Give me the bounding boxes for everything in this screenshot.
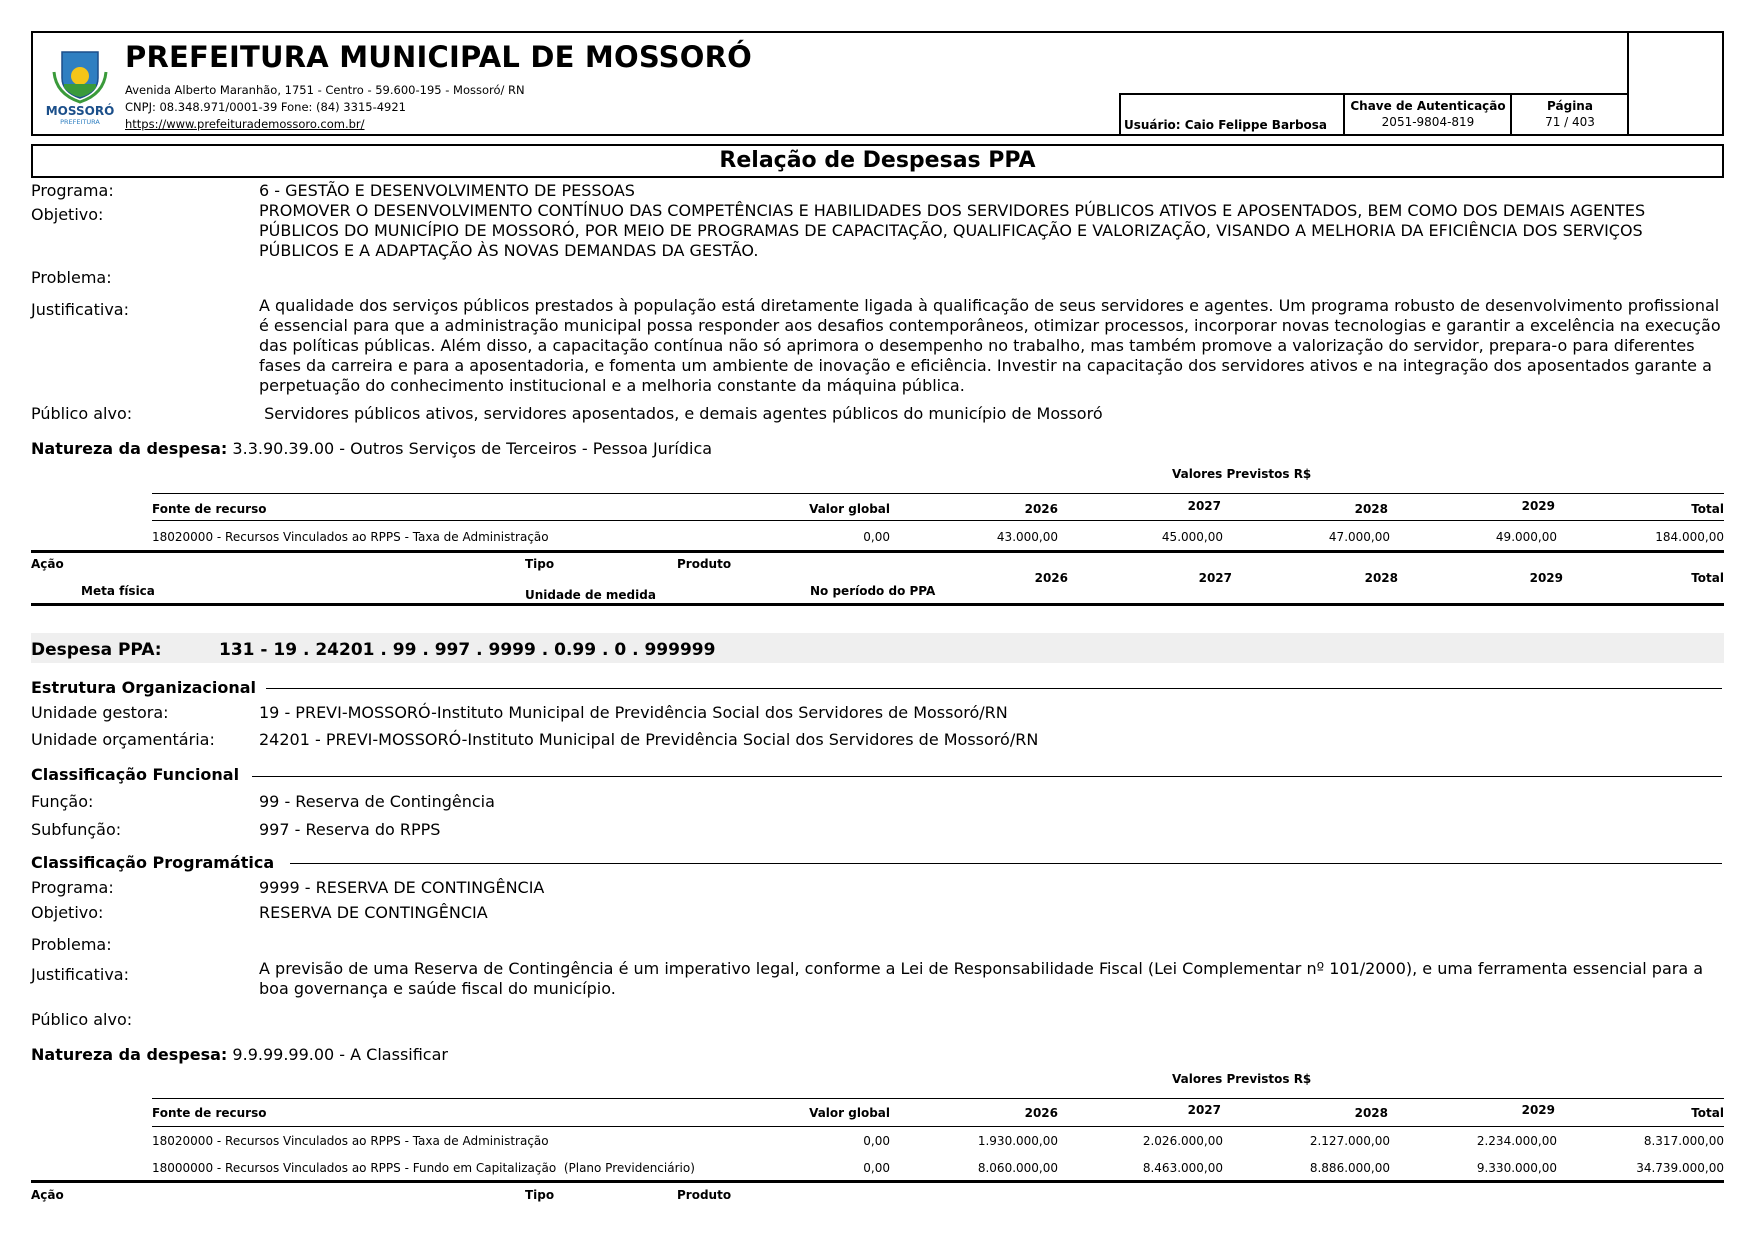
cell-2028: 2.127.000,00 — [1309, 1134, 1390, 1148]
cell-2026: 43.000,00 — [996, 530, 1058, 544]
cell-total: 8.317.000,00 — [1643, 1134, 1724, 1148]
prog2-publico-label: Público alvo: — [31, 1010, 133, 1029]
prog2-objetivo-label: Objetivo: — [31, 903, 104, 922]
auth-key-label: Chave de Autenticação — [1350, 99, 1506, 113]
natureza-despesa — [31, 439, 712, 458]
col-2026: 2026 — [1024, 1106, 1058, 1120]
prog2-valores-previstos-title: Valores Previstos R$ — [1172, 1072, 1312, 1086]
publico-label: Público alvo: — [31, 404, 133, 423]
cell-2026: 8.060.000,00 — [977, 1161, 1058, 1175]
meta-total-col: Total — [1691, 571, 1724, 585]
cell-2029: 2.234.000,00 — [1476, 1134, 1557, 1148]
gestora-label: Unidade gestora: — [31, 703, 169, 722]
col-2029: 2029 — [1521, 1103, 1555, 1117]
auth-key-cell — [1343, 93, 1511, 136]
cell-total: 34.739.000,00 — [1636, 1161, 1724, 1175]
org-title: PREFEITURA MUNICIPAL DE MOSSORÓ — [125, 40, 752, 74]
justificativa-value: A qualidade dos serviços públicos prestados à população está diretamente ligada à qualificação de seus servidores e agentes. Um programa robusto de desenvolvimento profissional é essencial para que a administração municipal possa responder aos desafios contemporâneos, otimizar processos, incorporar novas tecnologias e garantir a excelência na execução das políticas públicas. Além disso, a capacitação contínua não só aprimora o desempenho no trabalho, mas também promove a valorização do servidor, prepara-o para diferentes fases da carreira e para a aposentadoria, e fomenta um ambiente de inovação e eficiência. Investir na capacitação dos servidores ativos e na integração dos aposentados garante a perpetuação do conhecimento institucional e a melhoria constante da máquina pública. — [259, 296, 1721, 395]
header-right-cell — [1627, 31, 1724, 136]
cell-2029: 9.330.000,00 — [1476, 1161, 1557, 1175]
section-rule — [31, 603, 1724, 606]
cell-2027: 2.026.000,00 — [1142, 1134, 1223, 1148]
prog2-problema-label: Problema: — [31, 935, 112, 954]
funcional-rule — [252, 776, 1722, 777]
col-2026: 2026 — [1024, 502, 1058, 516]
org-contact: CNPJ: 08.348.971/0001-39 Fone: (84) 3315-4921 — [125, 100, 406, 114]
prog2-natureza-label: Natureza da despesa: — [31, 1045, 228, 1064]
prog2-objetivo-value: RESERVA DE CONTINGÊNCIA — [259, 903, 488, 922]
cell-2027: 8.463.000,00 — [1142, 1161, 1223, 1175]
problema-label: Problema: — [31, 268, 112, 287]
objetivo-label: Objetivo: — [31, 205, 104, 224]
estrutura-title: Estrutura Organizacional — [31, 678, 257, 697]
cell-2027: 45.000,00 — [1161, 530, 1223, 544]
prog2-justificativa-label: Justificativa: — [31, 965, 129, 984]
org-address: Avenida Alberto Maranhão, 1751 - Centro - 59.600-195 - Mossoró/ RN — [125, 83, 525, 97]
col-2027: 2027 — [1187, 499, 1221, 513]
section-rule — [31, 550, 1724, 553]
cell-fonte: 18000000 - Recursos Vinculados ao RPPS - Fundo em Capitalização (Plano Previdenciário) — [152, 1161, 695, 1175]
prog2-programa-label: Programa: — [31, 878, 114, 897]
section-rule — [31, 1180, 1724, 1183]
prog2-programa-value: 9999 - RESERVA DE CONTINGÊNCIA — [259, 878, 545, 897]
cell-2028: 8.886.000,00 — [1309, 1161, 1390, 1175]
logo-text: MOSSORÓ — [45, 104, 115, 118]
col-valor-global: Valor global — [809, 1106, 890, 1120]
col-total: Total — [1691, 502, 1724, 516]
cell-fonte: 18020000 - Recursos Vinculados ao RPPS - Taxa de Administração — [152, 530, 549, 544]
col-fonte: Fonte de recurso — [152, 1106, 267, 1120]
col-2028: 2028 — [1354, 1106, 1388, 1120]
col-valor-global: Valor global — [809, 502, 890, 516]
tipo-col: Tipo — [525, 557, 555, 571]
funcional-title: Classificação Funcional — [31, 765, 240, 784]
programa-value: 6 - GESTÃO E DESENVOLVIMENTO DE PESSOAS — [259, 181, 635, 200]
subfuncao-label: Subfunção: — [31, 820, 122, 839]
cell-2028: 47.000,00 — [1328, 530, 1390, 544]
col-2028: 2028 — [1354, 502, 1388, 516]
unidade-col: Unidade de medida — [525, 588, 656, 602]
valores-previstos-title: Valores Previstos R$ — [1172, 467, 1312, 481]
cell-2029: 49.000,00 — [1495, 530, 1557, 544]
logo-subtext: PREFEITURA — [60, 118, 100, 126]
objetivo-value: PROMOVER O DESENVOLVIMENTO CONTÍNUO DAS COMPETÊNCIAS E HABILIDADES DOS SERVIDORES PÚBLICOS ATIVOS E APOSENTADOS, BEM COMO DOS DEMAIS AGENTES PÚBLICOS DO MUNICÍPIO DE MOSSORÓ, POR MEIO DE PROGRAMAS DE CAPACITAÇÃO, QUALIFICAÇÃO E VALORIZAÇÃO, VISANDO A MELHORIA DA EFICIÊNCIA DOS SERVIÇOS PÚBLICOS E A ADAPTAÇÃO ÀS NOVAS DEMANDAS DA GESTÃO. — [259, 201, 1646, 260]
publico-value: Servidores públicos ativos, servidores aposentados, e demais agentes públicos do município de Mossoró — [259, 404, 1103, 423]
programatica-rule — [290, 863, 1722, 864]
table-top-rule — [152, 1098, 1724, 1099]
tipo-col: Tipo — [525, 1188, 555, 1202]
meta-col: Meta física — [81, 584, 155, 598]
page-cell — [1510, 93, 1628, 136]
subfuncao-value: 997 - Reserva do RPPS — [259, 820, 441, 839]
page-label: Página — [1547, 99, 1593, 113]
meta-2026-col: 2026 — [1034, 571, 1068, 585]
cell-fonte: 18020000 - Recursos Vinculados ao RPPS - Taxa de Administração — [152, 1134, 549, 1148]
cell-2026: 1.930.000,00 — [977, 1134, 1058, 1148]
funcao-value: 99 - Reserva de Contingência — [259, 792, 495, 811]
acao-col: Ação — [31, 1188, 64, 1202]
table-header-rule — [152, 1126, 1724, 1127]
orcamentaria-value: 24201 - PREVI-MOSSORÓ-Instituto Municipal de Previdência Social dos Servidores de Mossoró/RN — [259, 730, 1039, 749]
org-website-link[interactable]: https://www.prefeiturademossoro.com.br/ — [125, 117, 365, 131]
despesa-ppa-label: Despesa PPA: — [31, 640, 162, 660]
cell-valor-global: 0,00 — [863, 530, 890, 544]
user-cell — [1119, 93, 1345, 136]
cell-total: 184.000,00 — [1655, 530, 1724, 544]
estrutura-rule — [266, 688, 1722, 689]
despesa-ppa-code: 131 - 19 . 24201 . 99 . 997 . 9999 . 0.99 . 0 . 999999 — [219, 640, 716, 660]
orcamentaria-label: Unidade orçamentária: — [31, 730, 215, 749]
col-fonte: Fonte de recurso — [152, 502, 267, 516]
municipality-logo — [40, 48, 120, 128]
prog2-natureza-value: 9.9.99.99.00 - A Classificar — [232, 1045, 448, 1064]
produto-col: Produto — [677, 557, 732, 571]
acao-col: Ação — [31, 557, 64, 571]
col-2029: 2029 — [1521, 499, 1555, 513]
prog2-justificativa-value: A previsão de uma Reserva de Contingência é um imperativo legal, conforme a Lei de Responsabilidade Fiscal (Lei Complementar nº 101/2000), e uma ferramenta essencial para a boa governança e saúde fiscal do município. — [259, 959, 1704, 998]
cell-valor-global: 0,00 — [863, 1161, 890, 1175]
produto-col: Produto — [677, 1188, 732, 1202]
periodo-col: No período do PPA — [810, 584, 936, 598]
programa-label: Programa: — [31, 181, 114, 200]
cell-valor-global: 0,00 — [863, 1134, 890, 1148]
meta-2027-col: 2027 — [1198, 571, 1232, 585]
meta-2028-col: 2028 — [1364, 571, 1398, 585]
natureza-label: Natureza da despesa: — [31, 439, 228, 458]
meta-2029-col: 2029 — [1529, 571, 1563, 585]
table-header-rule — [152, 520, 1724, 521]
natureza-value: 3.3.90.39.00 - Outros Serviços de Terceiros - Pessoa Jurídica — [232, 439, 713, 458]
report-title: Relação de Despesas PPA — [31, 144, 1724, 178]
user-name: Usuário: Caio Felippe Barbosa — [1124, 118, 1328, 132]
col-2027: 2027 — [1187, 1103, 1221, 1117]
prog2-natureza-despesa — [31, 1045, 448, 1064]
col-total: Total — [1691, 1106, 1724, 1120]
coat-of-arms-icon — [40, 48, 120, 128]
table-top-rule — [152, 493, 1724, 494]
funcao-label: Função: — [31, 792, 94, 811]
auth-key-value: 2051-9804-819 — [1381, 115, 1475, 129]
programatica-title: Classificação Programática — [31, 853, 275, 872]
gestora-value: 19 - PREVI-MOSSORÓ-Instituto Municipal de Previdência Social dos Servidores de Mossoró/RN — [259, 703, 1008, 722]
justificativa-label: Justificativa: — [31, 300, 129, 319]
page-number: 71 / 403 — [1545, 115, 1595, 129]
